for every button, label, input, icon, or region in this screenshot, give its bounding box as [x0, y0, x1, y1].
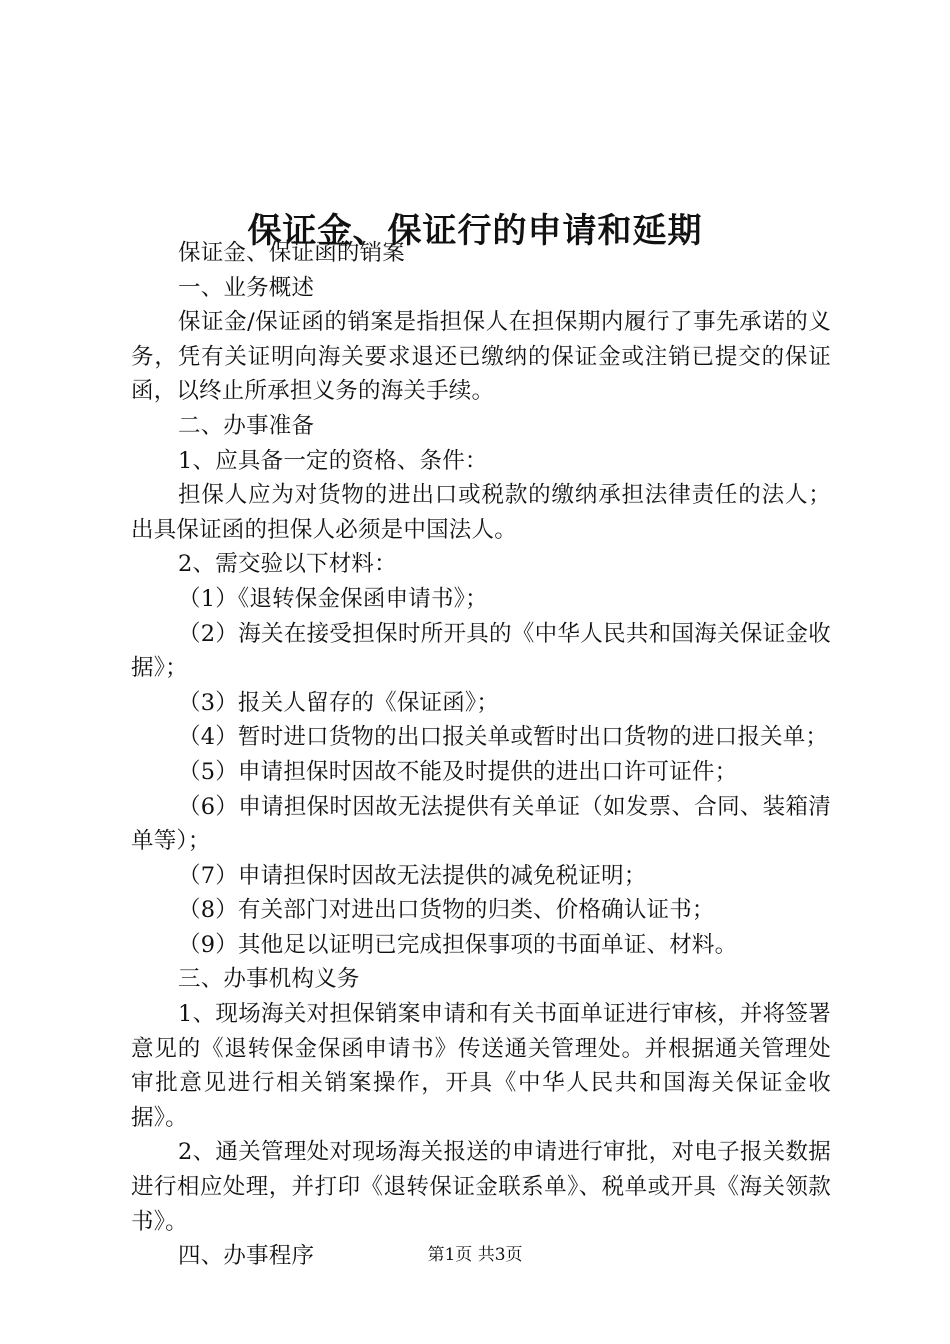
- obligation-paragraph: 2、通关管理处对现场海关报送的申请进行审批，对电子报关数据进行相应处理，并打印《退转保证金联系单》、税单或开具《海关领款书》。: [131, 1139, 831, 1235]
- heading-preparation: 二、办事准备: [178, 412, 315, 439]
- list-item: （6）申请担保时因故无法提供有关单证（如发票、合同、装箱清单等）；: [131, 793, 831, 855]
- subheading-qualification: 1、应具备一定的资格、条件：: [178, 447, 488, 474]
- list-item: （3）报关人留存的《保证函》；: [178, 689, 500, 716]
- list-item: （7）申请担保时因故无法提供的减免税证明；: [178, 862, 647, 889]
- heading-overview: 一、业务概述: [178, 274, 315, 301]
- page-title: 保证金、保证行的申请和延期: [247, 210, 703, 251]
- qualification-paragraph: 担保人应为对货物的进出口或税款的缴纳承担法律责任的法人；出具保证函的担保人必须是中国法人。: [131, 482, 831, 543]
- list-item: （1）《退转保金保函申请书》；: [178, 585, 488, 612]
- list-item: （2）海关在接受担保时所开具的《中华人民共和国海关保证金收据》；: [131, 620, 831, 682]
- section-subtitle: 保证金、保证函的销案: [178, 240, 406, 266]
- list-item: （9）其他足以证明已完成担保事项的书面单证、材料。: [178, 931, 738, 958]
- list-item: （5）申请担保时因故不能及时提供的进出口许可证件；: [178, 758, 738, 785]
- list-item: （4）暂时进口货物的出口报关单或暂时出口货物的进口报关单；: [178, 724, 829, 751]
- obligation-paragraph: 1、现场海关对担保销案申请和有关书面单证进行审核，并将签署意见的《退转保金保函申请书》传送通关管理处。并根据通关管理处审批意见进行相关销案操作，开具《中华人民共和国海关保证金收据》。: [131, 1001, 831, 1131]
- subheading-materials: 2、需交验以下材料：: [178, 551, 397, 578]
- list-item: （8）有关部门对进出口货物的归类、价格确认证书；: [178, 897, 715, 924]
- heading-obligations: 三、办事机构义务: [178, 966, 360, 993]
- page-footer: 第1页 共3页: [427, 1245, 523, 1265]
- overview-paragraph: 保证金/保证函的销案是指担保人在担保期内履行了事先承诺的义务，凭有关证明向海关要求退还已缴纳的保证金或注销已提交的保证函，以终止所承担义务的海关手续。: [131, 309, 831, 405]
- document-body: [131, 236, 831, 1274]
- heading-procedure: 四、办事程序: [178, 1243, 315, 1270]
